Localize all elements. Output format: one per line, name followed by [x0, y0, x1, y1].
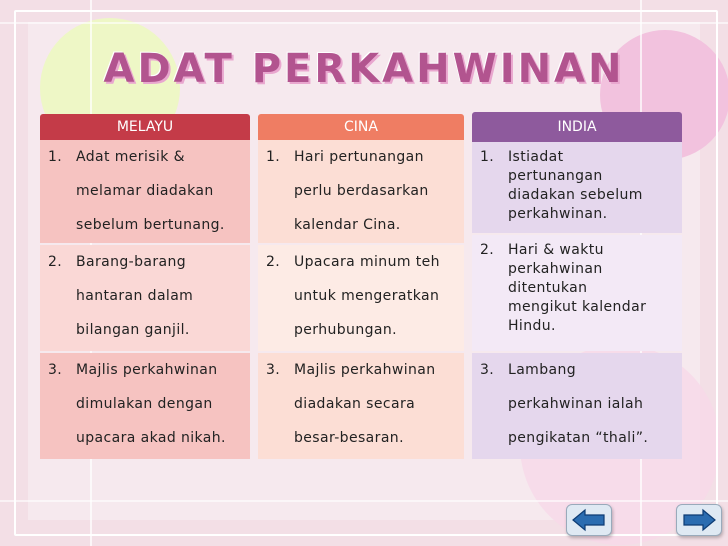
item-line: pertunangan	[508, 168, 603, 184]
item-line: sebelum bertunang.	[76, 217, 225, 233]
item-line: kalendar Cina.	[294, 217, 401, 233]
item-line: melamar diadakan	[76, 183, 214, 199]
column-melayu	[40, 114, 250, 446]
item-line: perkahwinan.	[508, 206, 608, 222]
item-line: Lambang	[508, 362, 577, 378]
item-line: perkahwinan	[508, 261, 603, 277]
next-slide-button[interactable]	[676, 504, 722, 536]
column-header-cina: CINA	[258, 114, 464, 140]
item-line: perkahwinan ialah	[508, 396, 644, 412]
left-arrow-icon	[571, 508, 607, 532]
item-line: besar-besaran.	[294, 430, 404, 446]
column-cina	[258, 114, 464, 446]
item-line: untuk mengeratkan	[294, 288, 440, 304]
item-line: Hindu.	[508, 318, 556, 334]
list-item	[258, 245, 464, 351]
item-number: 2.	[48, 254, 63, 270]
item-line: dimulakan dengan	[76, 396, 213, 412]
item-line: upacara akad nikah.	[76, 430, 226, 446]
item-line: Adat merisik &	[76, 149, 185, 165]
item-line: diadakan secara	[294, 396, 416, 412]
list-item	[40, 353, 250, 459]
list-item	[40, 140, 250, 243]
item-number: 3.	[266, 362, 281, 378]
item-line: Barang-barang	[76, 254, 187, 270]
item-line: bilangan ganjil.	[76, 322, 190, 338]
item-number: 3.	[48, 362, 63, 378]
item-line: perlu berdasarkan	[294, 183, 429, 199]
right-arrow-icon	[681, 508, 717, 532]
list-item	[40, 245, 250, 351]
item-line: Hari & waktu	[508, 242, 604, 258]
item-number: 3.	[480, 362, 495, 378]
item-line: Istiadat	[508, 149, 564, 165]
list-item	[258, 353, 464, 459]
item-line: Majlis perkahwinan	[294, 362, 436, 378]
column-india	[472, 114, 682, 446]
item-line: Majlis perkahwinan	[76, 362, 218, 378]
item-number: 2.	[266, 254, 281, 270]
item-line: mengikut kalendar	[508, 299, 647, 315]
item-line: diadakan sebelum	[508, 187, 643, 203]
list-item	[472, 142, 682, 233]
previous-slide-button[interactable]	[566, 504, 612, 536]
list-item	[472, 235, 682, 351]
item-line: hantaran dalam	[76, 288, 194, 304]
item-number: 1.	[266, 149, 281, 165]
item-line: Upacara minum teh	[294, 254, 440, 270]
item-line: perhubungan.	[294, 322, 397, 338]
item-number: 1.	[480, 149, 495, 165]
list-item	[258, 140, 464, 243]
column-header-melayu: MELAYU	[40, 114, 250, 140]
column-header-india: INDIA	[472, 112, 682, 142]
item-line: Hari pertunangan	[294, 149, 424, 165]
item-line: pengikatan “thali”.	[508, 430, 649, 446]
item-line: ditentukan	[508, 280, 588, 296]
list-item	[472, 353, 682, 459]
item-number: 2.	[480, 242, 495, 258]
item-number: 1.	[48, 149, 63, 165]
page-title: ADAT PERKAHWINAN	[103, 46, 625, 92]
